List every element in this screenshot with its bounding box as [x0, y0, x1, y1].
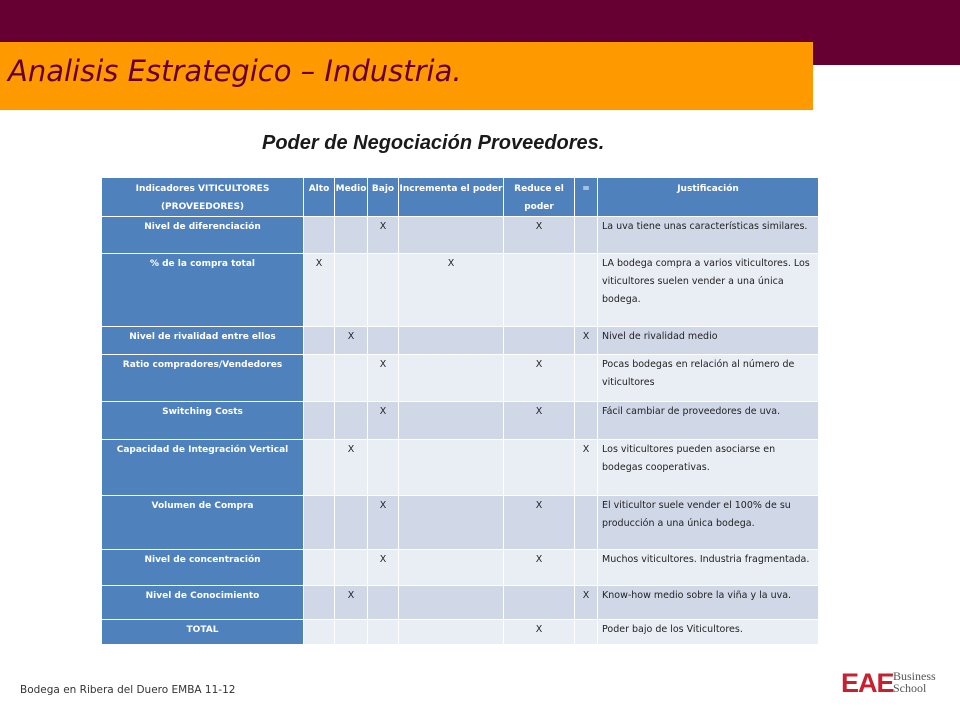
cell-justificacion: Poder bajo de los Viticultores.: [598, 620, 819, 645]
cell-reduce: X: [504, 496, 575, 550]
cell-equal: [575, 254, 598, 327]
table-row: [102, 586, 819, 620]
cell-equal: [575, 550, 598, 586]
cell-equal: [575, 217, 598, 254]
cell-justificacion: LA bodega compra a varios viticultores. Los viticultores suelen vender a una única bodega.: [598, 254, 819, 327]
row-label: Nivel de rivalidad entre ellos: [102, 327, 304, 355]
cell-medio: X: [335, 440, 368, 496]
table-row: [102, 440, 819, 496]
col-header-reduce: Reduce el poder: [504, 178, 575, 217]
cell-alto: X: [304, 254, 335, 327]
table-row: [102, 254, 819, 327]
cell-bajo: X: [368, 496, 399, 550]
cell-justificacion: Muchos viticultores. Industria fragmentada.: [598, 550, 819, 586]
cell-bajo: [368, 440, 399, 496]
cell-justificacion: Fácil cambiar de proveedores de uva.: [598, 402, 819, 440]
cell-bajo: [368, 586, 399, 620]
cell-reduce: [504, 327, 575, 355]
cell-alto: [304, 586, 335, 620]
cell-justificacion: Know-how medio sobre la viña y la uva.: [598, 586, 819, 620]
logo-subtext: [893, 670, 953, 694]
cell-incrementa: [399, 496, 504, 550]
row-label: Volumen de Compra: [102, 496, 304, 550]
logo-mark: EAE: [841, 668, 894, 698]
cell-reduce: X: [504, 550, 575, 586]
cell-incrementa: [399, 327, 504, 355]
cell-alto: [304, 355, 335, 402]
cell-equal: [575, 496, 598, 550]
cell-justificacion: La uva tiene unas características similares.: [598, 217, 819, 254]
row-label: Ratio compradores/Vendedores: [102, 355, 304, 402]
negotiation-power-table: [101, 177, 819, 645]
cell-bajo: X: [368, 355, 399, 402]
row-label: TOTAL: [102, 620, 304, 645]
cell-incrementa: [399, 586, 504, 620]
col-header-justificacion: Justificación: [598, 178, 819, 217]
cell-medio: [335, 402, 368, 440]
cell-incrementa: [399, 402, 504, 440]
cell-medio: [335, 550, 368, 586]
cell-alto: [304, 440, 335, 496]
eae-logo: [841, 668, 941, 698]
cell-bajo: [368, 254, 399, 327]
page-title: Analisis Estrategico – Industria.: [8, 54, 462, 88]
cell-alto: [304, 327, 335, 355]
table-row: [102, 327, 819, 355]
cell-bajo: [368, 327, 399, 355]
table-row: [102, 496, 819, 550]
cell-reduce: [504, 440, 575, 496]
cell-medio: [335, 355, 368, 402]
cell-incrementa: [399, 217, 504, 254]
cell-medio: [335, 217, 368, 254]
cell-justificacion: Los viticultores pueden asociarse en bodegas cooperativas.: [598, 440, 819, 496]
row-label: Nivel de Conocimiento: [102, 586, 304, 620]
cell-bajo: X: [368, 550, 399, 586]
row-label: Nivel de concentración: [102, 550, 304, 586]
cell-equal: X: [575, 327, 598, 355]
cell-reduce: X: [504, 620, 575, 645]
table-row: [102, 355, 819, 402]
table-row: [102, 550, 819, 586]
cell-incrementa: [399, 355, 504, 402]
cell-reduce: [504, 254, 575, 327]
table-row: [102, 402, 819, 440]
col-header-incrementa: Incrementa el poder: [399, 178, 504, 217]
table-row: [102, 620, 819, 645]
cell-alto: [304, 217, 335, 254]
cell-justificacion: El viticultor suele vender el 100% de su producción a una única bodega.: [598, 496, 819, 550]
section-subtitle: Poder de Negociación Proveedores.: [262, 132, 605, 154]
cell-equal: X: [575, 586, 598, 620]
cell-incrementa: [399, 620, 504, 645]
cell-medio: X: [335, 586, 368, 620]
table-row: [102, 217, 819, 254]
col-header-alto: Alto: [304, 178, 335, 217]
row-label: Capacidad de Integración Vertical: [102, 440, 304, 496]
cell-alto: [304, 402, 335, 440]
cell-equal: [575, 620, 598, 645]
col-header-medio: Medio: [335, 178, 368, 217]
col-header-indicator: Indicadores VITICULTORES (PROVEEDORES): [102, 178, 304, 217]
logo-line-1: Business: [893, 669, 936, 683]
cell-incrementa: [399, 440, 504, 496]
cell-justificacion: Nivel de rivalidad medio: [598, 327, 819, 355]
cell-bajo: X: [368, 402, 399, 440]
cell-alto: [304, 620, 335, 645]
cell-reduce: X: [504, 355, 575, 402]
cell-equal: X: [575, 440, 598, 496]
cell-equal: [575, 355, 598, 402]
cell-reduce: X: [504, 217, 575, 254]
cell-reduce: [504, 586, 575, 620]
cell-medio: [335, 254, 368, 327]
row-label: Switching Costs: [102, 402, 304, 440]
cell-incrementa: [399, 550, 504, 586]
cell-alto: [304, 496, 335, 550]
table-header-row: [102, 178, 819, 217]
cell-medio: X: [335, 327, 368, 355]
col-header-bajo: Bajo: [368, 178, 399, 217]
cell-justificacion: Pocas bodegas en relación al número de viticultores: [598, 355, 819, 402]
cell-incrementa: X: [399, 254, 504, 327]
logo-line-2: School: [893, 681, 927, 695]
col-header-equal: =: [575, 178, 598, 217]
footer-text: Bodega en Ribera del Duero EMBA 11-12: [20, 684, 236, 696]
cell-medio: [335, 620, 368, 645]
cell-bajo: X: [368, 217, 399, 254]
cell-alto: [304, 550, 335, 586]
cell-equal: [575, 402, 598, 440]
cell-medio: [335, 496, 368, 550]
row-label: % de la compra total: [102, 254, 304, 327]
cell-bajo: [368, 620, 399, 645]
cell-reduce: X: [504, 402, 575, 440]
row-label: Nivel de diferenciación: [102, 217, 304, 254]
